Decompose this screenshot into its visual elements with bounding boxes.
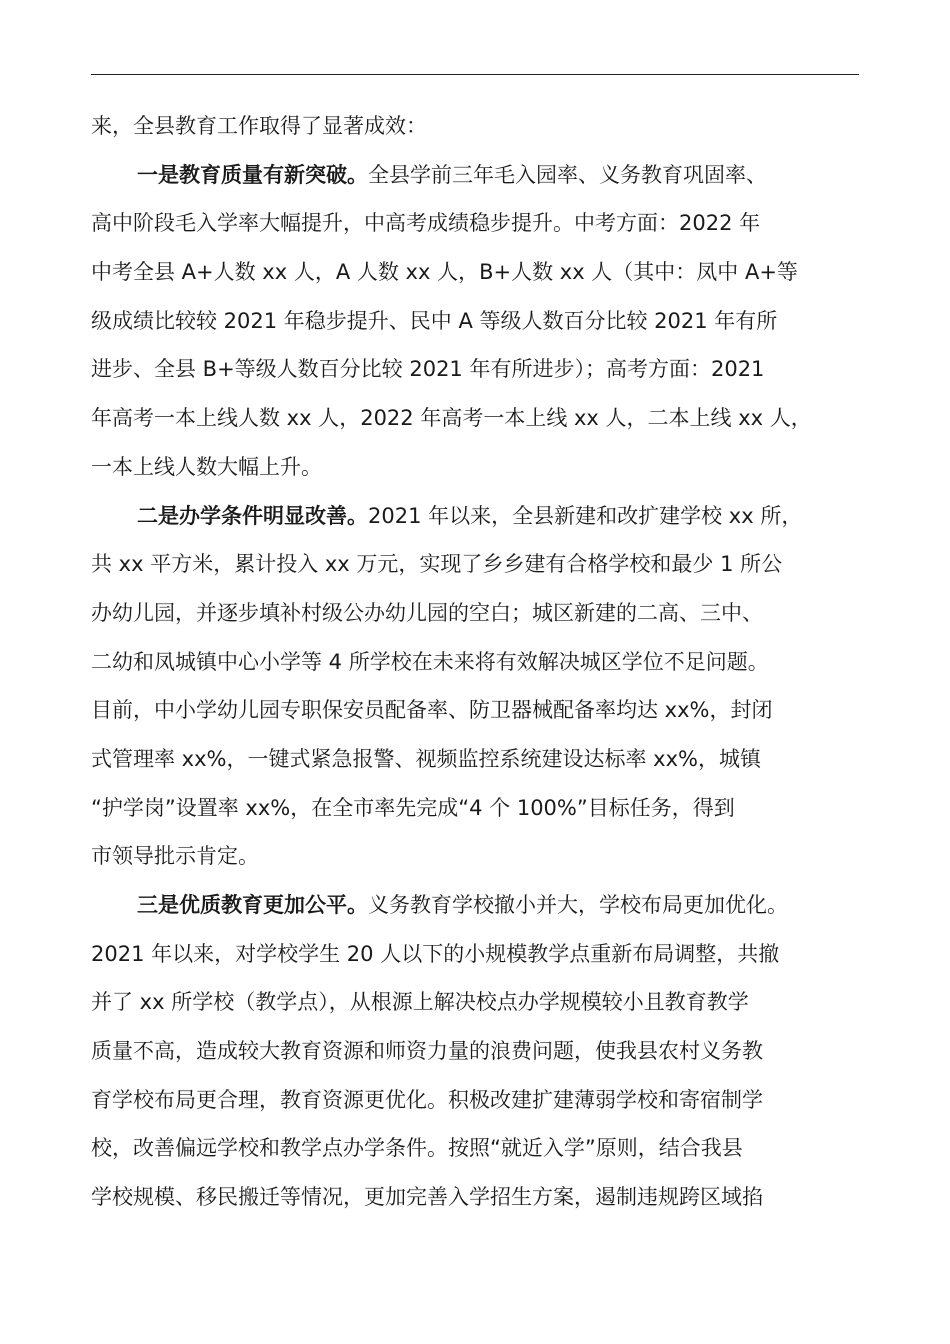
line-text: 一本上线人数大幅上升。	[91, 454, 322, 479]
paragraph-first-line	[91, 881, 859, 930]
line-text: 义务教育学校撤小并大，学校布局更加优化。	[368, 893, 788, 917]
text-line	[91, 784, 859, 833]
line-text: 级成绩比较较 2021 年稳步提升、民中 A 等级人数百分比较 2021 年有所	[91, 308, 778, 333]
body-text	[91, 102, 859, 1222]
text-line	[91, 832, 859, 881]
text-line	[91, 1124, 859, 1173]
line-text: 式管理率 xx%，一键式紧急报警、视频监控系统建设达标率 xx%，城镇	[91, 746, 761, 771]
text-line	[91, 978, 859, 1027]
line-text: 育学校布局更合理，教育资源更优化。积极改建扩建薄弱学校和寄宿制学	[91, 1087, 763, 1112]
text-line	[91, 638, 859, 687]
line-text: 高中阶段毛入学率大幅提升，中高考成绩稳步提升。中考方面：2022 年	[91, 211, 761, 236]
paragraph-first-line	[91, 151, 859, 200]
text-line	[91, 345, 859, 394]
line-text: “护学岗”设置率 xx%，在全市率先完成“4 个 100%”目标任务，得到	[91, 795, 735, 820]
line-text: 目前，中小学幼儿园专职保安员配备率、防卫器械配备率均达 xx%，封闭	[91, 698, 773, 723]
text-line	[91, 930, 859, 979]
line-text: 办幼儿园，并逐步填补村级公办幼儿园的空白；城区新建的二高、三中、	[91, 600, 763, 625]
line-text: 二幼和凤城镇中心小学等 4 所学校在未来将有效解决城区学位不足问题。	[91, 649, 769, 674]
text-line	[91, 540, 859, 589]
line-text: 校，改善偏远学校和教学点办学条件。按照“就近入学”原则，结合我县	[91, 1136, 743, 1161]
text-line	[91, 199, 859, 248]
line-text: 质量不高，造成较大教育资源和师资力量的浪费问题，使我县农村义务教	[91, 1039, 763, 1064]
text-line	[91, 735, 859, 784]
text-line	[91, 248, 859, 297]
line-text: 2021 年以来，对学校学生 20 人以下的小规模教学点重新布局调整，共撤	[91, 941, 780, 966]
text-line	[91, 1076, 859, 1125]
line-text: 来，全县教育工作取得了显著成效：	[91, 114, 427, 138]
paragraph-first-line	[91, 492, 859, 541]
line-text: 学校规模、移民搬迁等情况，更加完善入学招生方案，遏制违规跨区域掐	[91, 1185, 763, 1210]
line-text: 2021 年以来，全县新建和改扩建学校 xx 所，	[368, 503, 803, 528]
text-line	[91, 394, 859, 443]
text-line	[91, 686, 859, 735]
line-text: 市领导批示肯定。	[91, 844, 259, 869]
text-line	[91, 297, 859, 346]
line-text: 年高考一本上线人数 xx 人，2022 年高考一本上线 xx 人，二本上线 xx 人，	[91, 406, 812, 431]
line-text: 进步、全县 B+等级人数百分比较 2021 年有所进步）；高考方面：2021	[91, 357, 765, 382]
line-text: 并了 xx 所学校（教学点），从根源上解决校点办学规模较小且教育教学	[91, 990, 749, 1015]
line-text: 共 xx 平方米，累计投入 xx 万元，实现了乡乡建有合格学校和最少 1 所公	[91, 552, 783, 577]
line-text: 中考全县 A+人数 xx 人，A 人数 xx 人，B+人数 xx 人（其中：凤中 A+等	[91, 260, 798, 285]
header-rule	[91, 74, 859, 75]
paragraph-heading: 一是教育质量有新突破。	[137, 162, 368, 187]
line-text: 全县学前三年毛入园率、义务教育巩固率、	[368, 162, 767, 187]
text-line	[91, 443, 859, 492]
text-line	[91, 1173, 859, 1222]
text-line	[91, 102, 859, 151]
paragraph-heading: 二是办学条件明显改善。	[137, 503, 368, 528]
text-line	[91, 1027, 859, 1076]
paragraph-heading: 三是优质教育更加公平。	[137, 893, 368, 917]
text-line	[91, 589, 859, 638]
